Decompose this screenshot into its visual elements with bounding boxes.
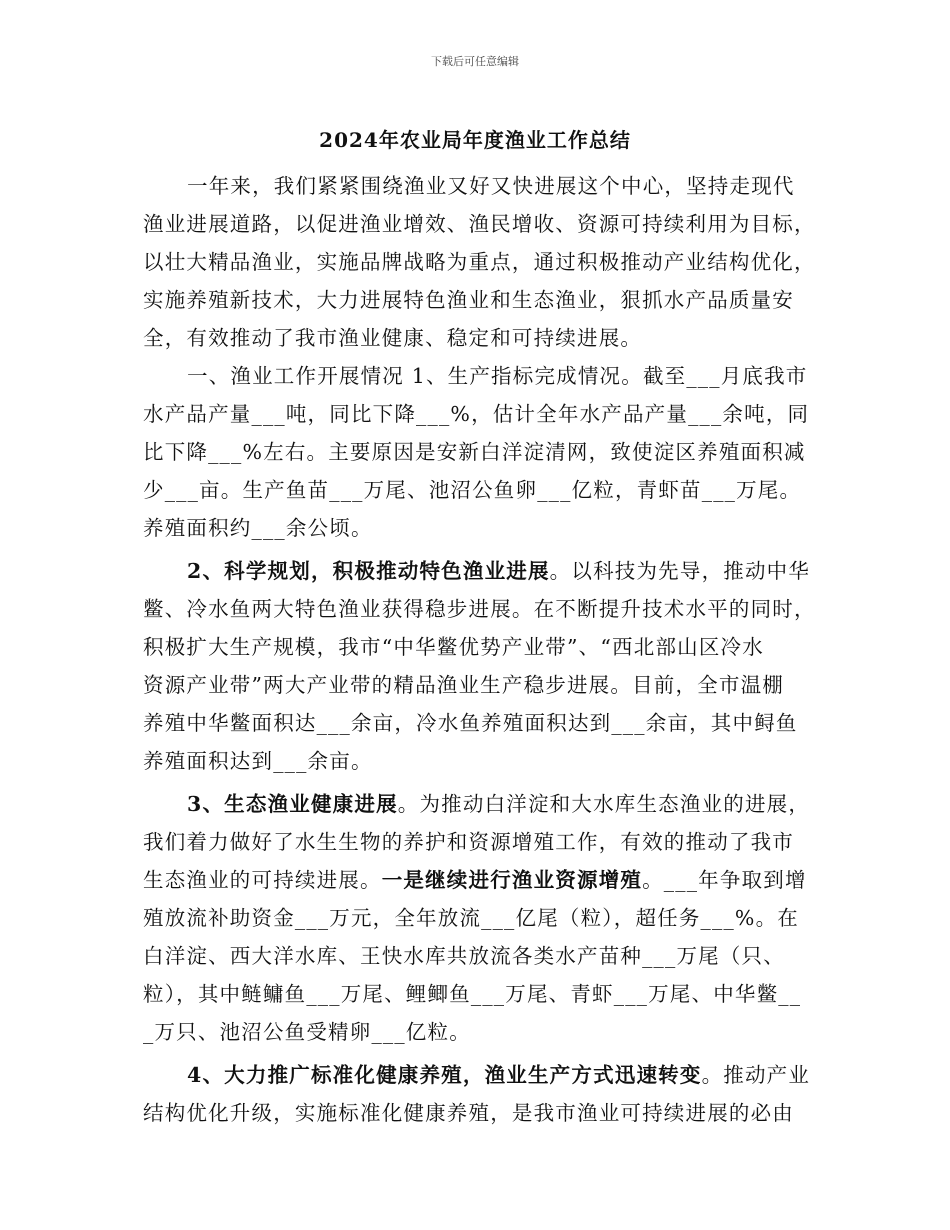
bold-text-segment: 3、生态渔业健康进展	[187, 792, 398, 816]
text-segment: 结构优化升级，实施标准化健康养殖，是我市渔业可持续进展的必由	[143, 1101, 794, 1125]
text-segment: 养殖面积达到___余亩。	[143, 749, 373, 773]
text-line	[143, 552, 815, 590]
text-line	[143, 395, 815, 433]
text-line	[143, 590, 815, 628]
text-line	[143, 1094, 815, 1132]
text-segment: 一、渔业工作开展情况 1、生产指标完成情况。截至___月底我市	[187, 364, 808, 388]
text-segment: 渔业进展道路，以促进渔业增效、渔民增收、资源可持续利用为目标，	[143, 212, 816, 236]
text-line	[143, 167, 815, 205]
text-segment: 。以科技为先导，推动中华	[549, 559, 811, 583]
text-line	[143, 1013, 815, 1051]
text-line	[143, 319, 815, 357]
text-segment: 比下降___%左右。主要原因是安新白洋淀清网，致使淀区养殖面积减	[143, 440, 806, 464]
text-line	[143, 1056, 815, 1094]
text-line	[143, 205, 815, 243]
text-line	[143, 243, 815, 281]
text-line	[143, 861, 815, 899]
text-line	[143, 785, 815, 823]
text-segment: 我们着力做好了水生生物的养护和资源增殖工作，有效的推动了我市	[143, 830, 794, 854]
text-line	[143, 357, 815, 395]
text-segment: 鳖、冷水鱼两大特色渔业获得稳步进展。在不断提升技术水平的同时，	[143, 597, 816, 621]
text-segment: _万只、池沼公鱼受精卵___亿粒。	[143, 1020, 471, 1044]
text-segment: 生态渔业的可持续进展。	[143, 868, 382, 892]
text-segment: 养殖中华鳖面积达___余亩，冷水鱼养殖面积达到___余亩，其中鲟鱼	[143, 711, 798, 735]
text-segment: 粒），其中鲢鳙鱼___万尾、鲤鲫鱼___万尾、青虾___万尾、中华鳖__	[143, 982, 802, 1006]
text-segment: 实施养殖新技术，大力进展特色渔业和生态渔业，狠抓水产品质量安	[143, 288, 794, 312]
text-line	[143, 509, 815, 547]
text-segment: 资源产业带”两大产业带的精品渔业生产稳步进展。目前，全市温棚	[143, 673, 784, 697]
bold-text-segment: 一是继续进行渔业资源增殖	[381, 868, 643, 892]
text-segment: 。推动产业	[701, 1063, 811, 1087]
text-segment: 殖放流补助资金___万元，全年放流___亿尾（粒），超任务___%。在	[143, 906, 799, 930]
text-line	[143, 899, 815, 937]
text-segment: 养殖面积约___余公顷。	[143, 516, 373, 540]
text-line	[143, 823, 815, 861]
text-line	[143, 666, 815, 704]
text-line	[143, 975, 815, 1013]
document-body	[143, 167, 815, 1132]
text-segment: 以壮大精品渔业，实施品牌战略为重点，通过积极推动产业结构优化，	[143, 250, 816, 274]
text-line	[143, 742, 815, 780]
text-line	[143, 937, 815, 975]
text-segment: 一年来，我们紧紧围绕渔业又好又快进展这个中心，坚持走现代	[187, 174, 795, 198]
text-segment: 少___亩。生产鱼苗___万尾、池沼公鱼卵___亿粒，青虾苗___万尾。	[143, 478, 802, 502]
page-header: 下载后可任意编辑	[431, 55, 519, 68]
text-line	[143, 628, 815, 666]
bold-text-segment: 2、科学规划，积极推动特色渔业进展	[187, 559, 550, 583]
text-line	[143, 433, 815, 471]
text-segment: 全，有效推动了我市渔业健康、稳定和可持续进展。	[143, 326, 643, 350]
text-segment: 水产品产量___吨，同比下降___%，估计全年水产品产量___余吨，同	[143, 402, 810, 426]
text-segment: 白洋淀、西大洋水库、王快水库共放流各类水产苗种___万尾（只、	[143, 944, 785, 968]
text-line	[143, 704, 815, 742]
text-line	[143, 281, 815, 319]
text-segment: 积极扩大生产规模，我市“中华鳖优势产业带”、“西北部山区冷水	[143, 635, 764, 659]
bold-text-segment: 4、大力推广标准化健康养殖，渔业生产方式迅速转变	[187, 1063, 702, 1087]
document-title: 2024年农业局年度渔业工作总结	[319, 128, 631, 152]
text-segment: 。为推动白洋淀和大水库生态渔业的进展，	[397, 792, 811, 816]
text-segment: 。___年争取到增	[642, 868, 807, 892]
text-line	[143, 471, 815, 509]
